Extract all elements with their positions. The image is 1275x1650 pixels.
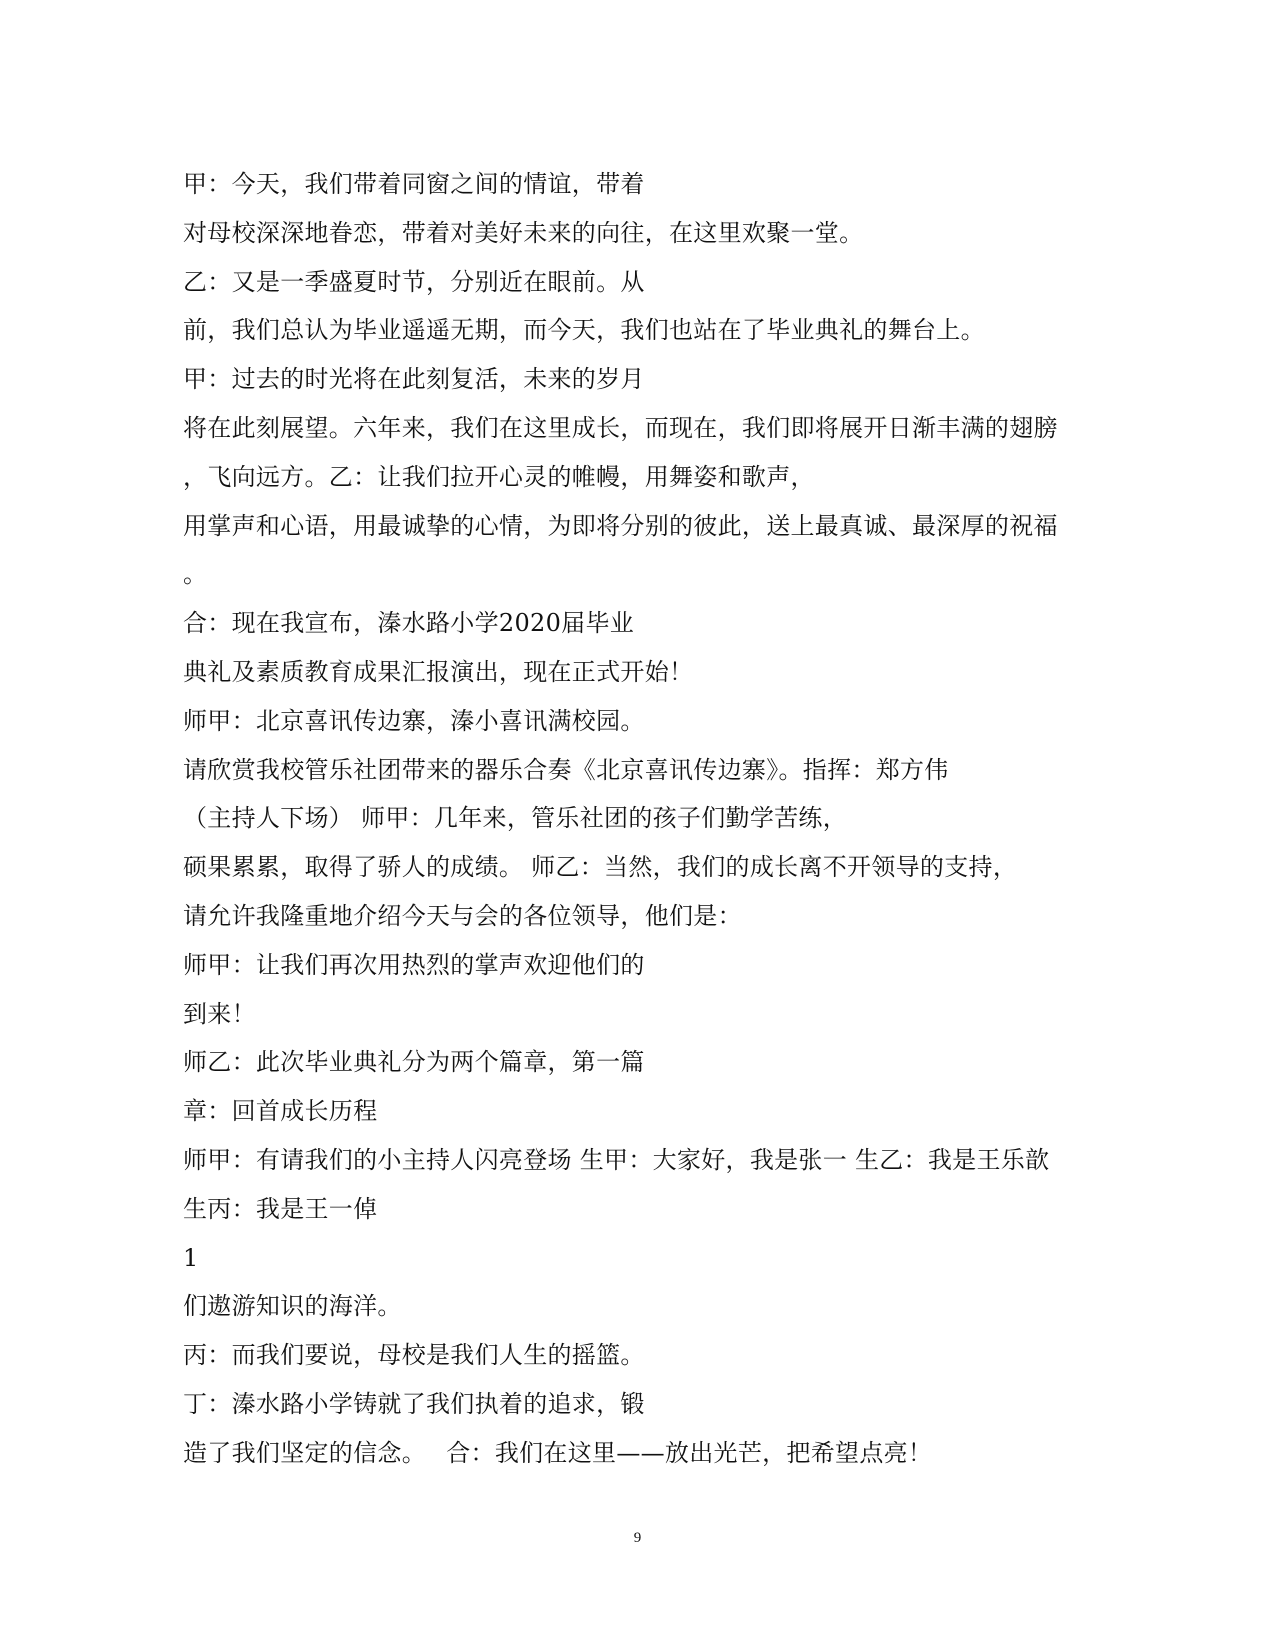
text-line: 合：现在我宣布，溱水路小学2020届毕业 (183, 609, 635, 638)
text-line: 前，我们总认为毕业遥遥无期，而今天，我们也站在了毕业典礼的舞台上。 (183, 316, 985, 345)
page-number: 9 (633, 1530, 642, 1546)
text-line: 师甲：北京喜讯传边寨，溱小喜讯满校园。 (183, 706, 645, 735)
text-line: 请欣赏我校管乐社团带来的器乐合奏《北京喜讯传边寨》。指挥：郑方伟 (183, 755, 949, 784)
text-line: 甲：过去的时光将在此刻复活，未来的岁月 (183, 365, 645, 394)
text-line: 乙：又是一季盛夏时节，分别近在眼前。从 (183, 267, 645, 296)
document-body (183, 160, 1103, 1478)
text-line: 将在此刻展望。六年来，我们在这里成长，而现在，我们即将展开日渐丰满的翅膀 (183, 413, 1058, 442)
text-line: 1 (183, 1243, 199, 1272)
text-line: 对母校深深地眷恋，带着对美好未来的向往，在这里欢聚一堂。 (183, 218, 864, 247)
text-line: 典礼及素质教育成果汇报演出，现在正式开始！ (183, 657, 694, 686)
text-line: 。 (183, 560, 208, 589)
text-line: 师乙：此次毕业典礼分为两个篇章，第一篇 (183, 1048, 645, 1077)
text-line: 请允许我隆重地介绍今天与会的各位领导，他们是： (183, 901, 742, 930)
text-line: 师甲：有请我们的小主持人闪亮登场 生甲：大家好，我是张一 生乙：我是王乐歆 (183, 1145, 1050, 1174)
text-line: 造了我们坚定的信念。 合：我们在这里——放出光芒，把希望点亮！ (183, 1438, 933, 1467)
text-line: （主持人下场） 师甲：几年来，管乐社团的孩子们勤学苦练， (183, 804, 848, 833)
text-line: 用掌声和心语，用最诚挚的心情，为即将分别的彼此，送上最真诚、最深厚的祝福 (183, 511, 1058, 540)
text-line: 师甲：让我们再次用热烈的掌声欢迎他们的 (183, 950, 645, 979)
text-line: ，飞向远方。乙：让我们拉开心灵的帷幔，用舞姿和歌声， (183, 462, 815, 491)
text-line: 们遨游知识的海洋。 (183, 1292, 402, 1321)
text-line: 甲：今天，我们带着同窗之间的情谊，带着 (183, 170, 645, 198)
text-line: 到来！ (183, 999, 256, 1028)
text-line: 章：回首成长历程 (183, 1097, 378, 1126)
text-line: 生丙：我是王一倬 (183, 1194, 378, 1223)
text-line: 硕果累累，取得了骄人的成绩。 师乙：当然，我们的成长离不开领导的支持， (183, 853, 1018, 882)
text-line: 丙：而我们要说，母校是我们人生的摇篮。 (183, 1341, 645, 1370)
text-line: 丁：溱水路小学铸就了我们执着的追求，锻 (183, 1389, 645, 1418)
